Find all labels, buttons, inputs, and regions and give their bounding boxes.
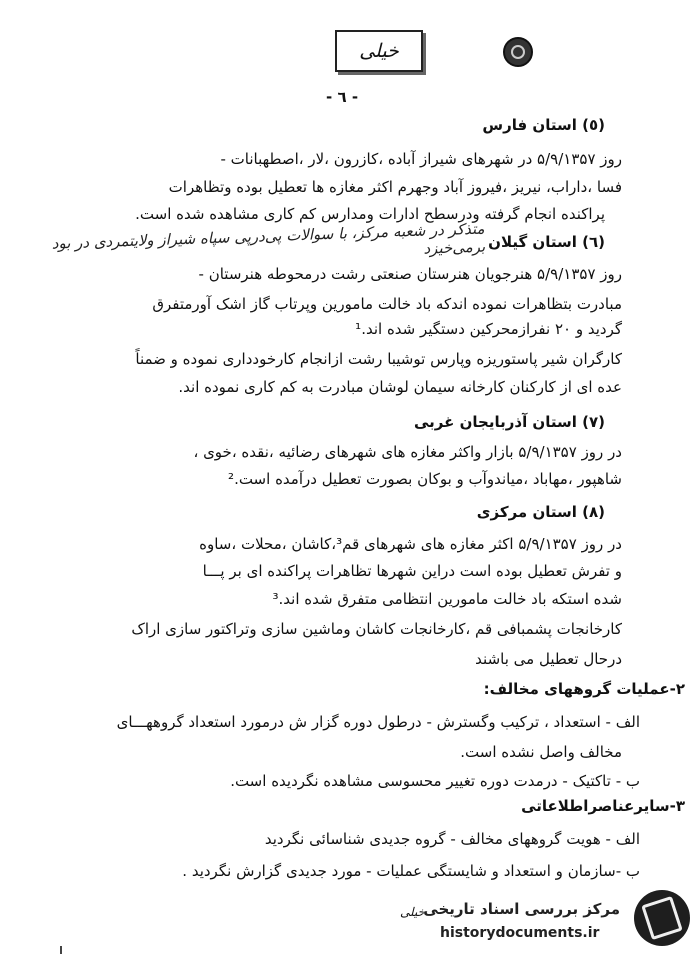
section-6-line: عده ای از کارکنان کارخانه سیمان لوشان مبادرت به کم کاری نموده اند. xyxy=(178,378,622,396)
margin-mark xyxy=(60,946,62,954)
page-number: - ٦ - xyxy=(326,88,359,106)
section-6-number: (٦) xyxy=(582,233,605,251)
section-6-line: روز ۵/۹/۱۳۵۷ هنرجویان هنرستان صنعتی رشت درمحوطه هنرستان - xyxy=(198,265,622,283)
section-5-line: روز ۵/۹/۱۳۵۷ در شهرهای شیراز آباده ،کازرون ،لار ،اصطهبانات - xyxy=(220,150,622,168)
section-8-heading xyxy=(477,503,605,521)
section-8-line: درحال تعطیل می باشند xyxy=(475,650,622,668)
section-6-title: استان گیلان xyxy=(488,233,577,251)
part-3-title: ۳-سایرعناصراطلاعاتی xyxy=(521,797,685,815)
section-5-number: (٥) xyxy=(582,116,605,134)
section-6-heading xyxy=(488,233,605,251)
section-8-number: (۸) xyxy=(582,503,605,521)
part-2-item: الف - استعداد ، ترکیب وگسترش - درطول دوره گزار ش درمورد استعداد گروههـــای xyxy=(116,713,640,731)
section-6-line: کارگران شیر پاستوریزه وپارس توشیبا رشت ازانجام کارخودداری نموده و ضمناً xyxy=(135,350,622,368)
section-7-heading xyxy=(414,413,605,431)
classification-stamp xyxy=(335,30,423,72)
watermark-title: مرکز بررسی اسناد تاریخی xyxy=(423,900,620,918)
section-8-line: شده استکه باد خالت مامورین انتظامی متفرق شده اند.³ xyxy=(272,590,622,608)
section-8-line: در روز ۵/۹/۱۳۵۷ اکثر مغازه های شهرهای قم³،کاشان ،محلات ،ساوه xyxy=(199,535,622,553)
section-6-line: گردید و ۲۰ نفرازمحرکین دستگیر شده اند.¹ xyxy=(355,320,622,338)
part-2-item: مخالف واصل نشده است. xyxy=(460,743,622,761)
section-5-heading xyxy=(482,116,605,134)
section-7-line: در روز ۵/۹/۱۳۵۷ بازار واکثر مغازه های شهرهای رضائیه ،نقده ،خوی ، xyxy=(193,443,622,461)
section-8-line: و تفرش تعطیل بوده است دراین شهرها تظاهرات پراکنده ای بر پـــا xyxy=(202,562,622,580)
archive-logo-icon xyxy=(634,890,690,946)
section-8-line: کارخانجات پشمبافی قم ،کارخانجات کاشان وماشین سازی وتراکتور سازی اراک xyxy=(131,620,622,638)
section-7-number: (۷) xyxy=(582,413,605,431)
section-7-title: استان آذربایجان غربی xyxy=(413,413,577,431)
section-5-line: پراکنده انجام گرفته ودرسطح ادارات ومدارس کم کاری مشاهده شده است. xyxy=(135,205,605,223)
section-8-title: استان مرکزی xyxy=(476,503,577,521)
part-3-item: ب -سازمان و استعداد و شایستگی عملیات - مورد جدیدی گزارش نگردید . xyxy=(182,862,640,880)
part-2-item: ب - تاکتیک - درمدت دوره تغییر محسوسی مشاهده نگردیده است. xyxy=(230,772,640,790)
section-5-title: استان فارس xyxy=(482,116,577,134)
section-7-line: شاهپور ،مهاباد ،میاندوآب و بوکان بصورت تعطیل درآمده است.² xyxy=(228,470,622,488)
handwritten-note: متذکر در شعبه مرکز، با سوالات پی‌درپی سپاه شیراز ولایتمردی در بود برمی‌خیزد xyxy=(51,219,486,258)
section-5-line: فسا ،داراب، نیریز ،فیروز آباد وجهرم اکثر مغازه ها تعطیل بوده وتظاهرات xyxy=(168,178,622,196)
part-3-item: الف - هویت گروههای مخالف - گروه جدیدی شناسائی نگردید xyxy=(264,830,640,848)
section-6-line: مبادرت بتظاهرات نموده اندکه باد خالت مامورین وپرتاب گاز اشک آورمتفرق xyxy=(152,295,622,313)
watermark-url: historydocuments.ir xyxy=(440,925,600,941)
seal-icon xyxy=(503,37,533,67)
bottom-classification-stamp: خیلی xyxy=(400,905,426,919)
classification-stamp-text: خیلی xyxy=(359,40,399,62)
part-2-title: ۲-عملیات گروههای مخالف: xyxy=(483,680,685,698)
